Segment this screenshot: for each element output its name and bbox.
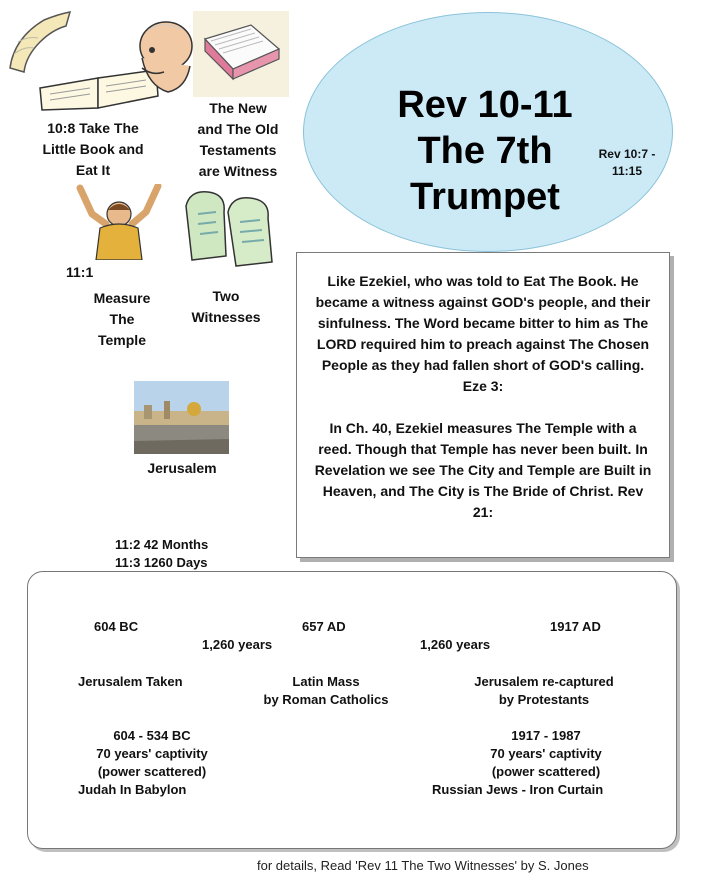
ezekiel-textbox (296, 252, 670, 558)
textbox-paragraph-1-ref: Eze 3: (462, 378, 504, 394)
timeline-event-3: Jerusalem re-captured by Protestants (474, 674, 614, 707)
timeline-captivity-2-who: Russian Jews - Iron Curtain (432, 782, 604, 797)
page-title: Rev 10-11 The 7th Trumpet (397, 84, 573, 218)
stone-tablets-icon (180, 186, 280, 270)
caption-verse-11-1: 11:1 (66, 264, 94, 280)
timeline-event-2: Latin Mass by Roman Catholics (263, 674, 389, 707)
months-line-2: 11:3 1260 Days (115, 555, 208, 570)
textbox-paragraph-2: In Ch. 40, Ezekiel measures The Temple with a reed. Though that Temple has never been built. In Revelation we see The City and Temple are Built in Heaven, and The City is The Bride of Christ. Rev 21: (314, 420, 652, 520)
timeline-date-1: 604 BC (94, 619, 139, 634)
timeline-date-3: 1917 AD (550, 619, 601, 634)
timeline-captivity-1-who: Judah In Babylon (78, 782, 187, 797)
months-line-1: 11:2 42 Months (115, 537, 209, 552)
praying-man-icon (72, 184, 166, 260)
footer-credit: for details, Read 'Rev 11 The Two Witnesses' by S. Jones (257, 858, 589, 873)
timeline-panel (27, 571, 677, 849)
timeline-captivity-1: 604 - 534 BC 70 years' captivity (power scattered) (96, 728, 208, 779)
bald-man-icon (128, 16, 200, 102)
textbox-paragraph-1: Like Ezekiel, who was told to Eat The Book. He became a witness against GOD's people, and their sinfulness. The Word became bitter to him as The LORD required him to preach against The Chosen People as they had fallen short of GOD's calling. Eze 3: (315, 273, 651, 394)
timeline-date-2: 657 AD (302, 619, 346, 634)
title-reference: Rev 10:7 - 11:15 (598, 147, 656, 178)
jerusalem-photo (134, 381, 229, 454)
timeline-captivity-2: 1917 - 1987 70 years' captivity (power scattered) (490, 728, 602, 779)
caption-measure-temple: Measure The Temple (93, 290, 151, 348)
timeline-span-2: 1,260 years (420, 637, 491, 652)
caption-two-witnesses: Two Witnesses (191, 288, 261, 325)
caption-little-book: 10:8 Take The Little Book and Eat It (42, 120, 144, 178)
bible-icon (193, 11, 289, 97)
timeline-span-1: 1,260 years (202, 637, 273, 652)
timeline-event-1: Jerusalem Taken (78, 674, 183, 689)
caption-testaments: The New and The Old Testaments are Witness (197, 100, 279, 179)
caption-jerusalem: Jerusalem (147, 460, 217, 476)
